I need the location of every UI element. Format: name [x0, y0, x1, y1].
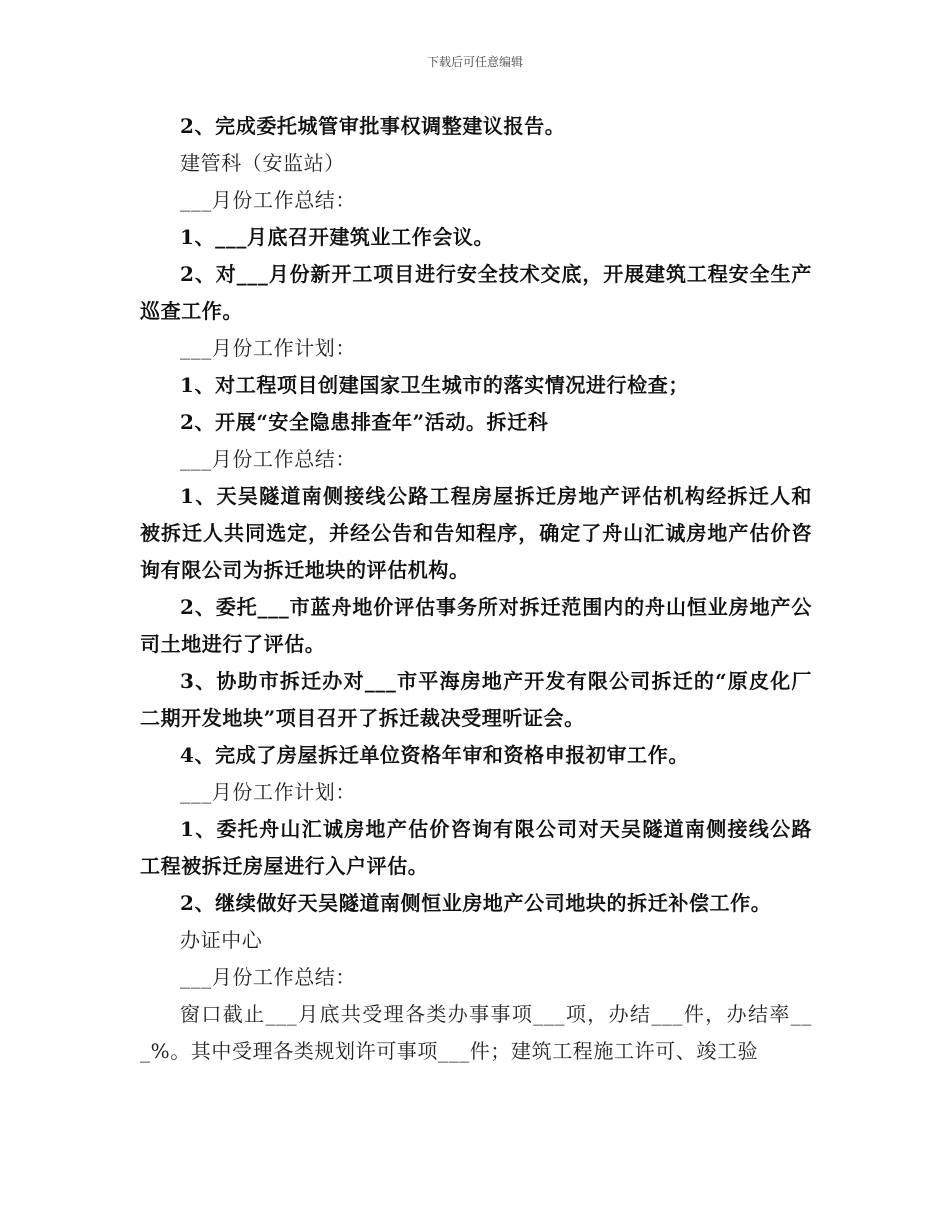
subheading: ___月份工作计划：: [180, 780, 356, 804]
subheading: ___月份工作总结：: [180, 447, 356, 471]
paragraph: 1、委托舟山汇诚房地产估价咨询有限公司对天吴隧道南侧接线公路工程被拆迁房屋进行入户评估。: [140, 817, 812, 878]
paragraph: 1、对工程项目创建国家卫生城市的落实情况进行检查；: [180, 373, 689, 397]
paragraph: 2、开展“安全隐患排查年”活动。拆迁科: [180, 410, 549, 434]
paragraph: 窗口截止___月底共受理各类办事事项___项，办结___件，办结率___%。其中受理各类规划许可事项___件；建筑工程施工许可、竣工验: [140, 1002, 812, 1063]
paragraph: 4、完成了房屋拆迁单位资格年审和资格申报初审工作。: [180, 743, 689, 767]
subheading: ___月份工作总结：: [180, 188, 356, 212]
section-heading: 建管科（安监站）: [180, 151, 345, 175]
subheading: ___月份工作计划：: [180, 336, 356, 360]
paragraph: 2、委托___市蓝舟地价评估事务所对拆迁范围内的舟山恒业房地产公司土地进行了评估。: [140, 595, 812, 656]
subheading: ___月份工作总结：: [180, 965, 356, 989]
paragraph: 1、___月底召开建筑业工作会议。: [180, 225, 495, 249]
paragraph: 2、完成委托城管审批事权调整建议报告。: [180, 114, 566, 138]
paragraph: 3、协助市拆迁办对___市平海房地产开发有限公司拆迁的“原皮化厂二期开发地块”项目召开了拆迁裁决受理听证会。: [140, 669, 812, 730]
section-heading: 办证中心: [180, 928, 263, 952]
paragraph: 1、天吴隧道南侧接线公路工程房屋拆迁房地产评估机构经拆迁人和被拆迁人共同选定，并经公告和告知程序，确定了舟山汇诚房地产估价咨询有限公司为拆迁地块的评估机构。: [140, 484, 812, 582]
paragraph: 2、对___月份新开工项目进行安全技术交底，开展建筑工程安全生产巡查工作。: [140, 262, 812, 323]
page-header: 下载后可任意编辑: [426, 55, 523, 69]
paragraph: 2、继续做好天吴隧道南侧恒业房地产公司地块的拆迁补偿工作。: [180, 891, 772, 915]
document-body: [140, 108, 812, 1070]
